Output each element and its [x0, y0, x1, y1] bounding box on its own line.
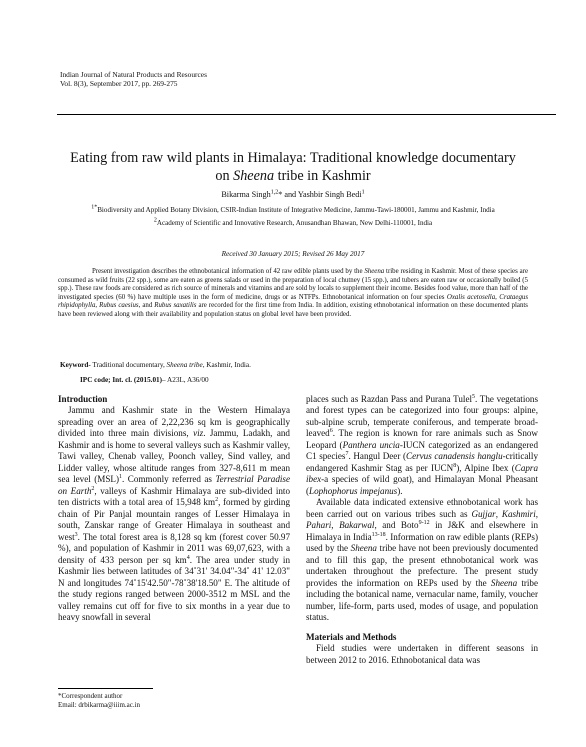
- footnote: [58, 692, 140, 710]
- journal-volume: Vol. 8(3), September 2017, pp. 269-275: [60, 79, 178, 88]
- right-column: [306, 394, 538, 666]
- journal-header: [60, 70, 207, 88]
- affiliations: $^{1*}$Biodiversity and Applied Botany Division, CSIR-Indian Institute of Integrative Medicine, Jammu-Tawi-180001, Jammu and Kashmir, India $^2$Academy of Scientific and Innovative Research, Anusandhan Bhawan, New Delhi-110001, India: [91, 204, 495, 228]
- methods-paragraph: Field studies were undertaken in different seasons in between 2012 to 2016. Ethnobotanical data was: [306, 643, 538, 665]
- ethnobotany-paragraph: Available data indicated extensive ethnobotanical work has been carried out on various tribes such as Gujjar, Kashmiri, Pahari, Bakarwal, and Boto$^{9-12}$ in J&K and elsewhere in Himalaya in India$^{13-18}$. Information on raw edible plants (REPs) used by the Sheena tribe have not been previously documented and to fill this gap, the present ethnobotanical work was undertaken throughout the prefecture. The present study provides the information on REPs used by the Sheena tribe including the botanical name, vernacular name, family, voucher number, life-form, parts used, modes of usage, and population status.: [306, 497, 539, 623]
- section-heading-introduction: Introduction: [58, 394, 108, 404]
- ipc-code: IPC code; Int. cl. (2015.01)– A23L, A36/00: [80, 376, 209, 384]
- received-dates: Received 30 January 2015; Revised 26 May 2017: [221, 250, 365, 258]
- header-rule: [57, 114, 556, 115]
- abstract: Present investigation describes the ethnobotanical information of 42 raw edible plants used by the Sheena tribe residing in Kashmir. Most of these species are consumed as wild fruits (22 spp.), some are eaten as greens salads or used in the preparation of local chutney (15 spp.), and tubers are eaten raw or occasionally boiled (5 spp.). These raw foods are considered as rich source of minerals and vitamins and are sold by locals to supplement their income. Besides food value, more than half of the investigated species (60 %) have multiple uses in the form of medicine, drugs or as NTFPs. Ethnobotanical information on four species Oxalis acetosella, Crataegus rhipidophylla, Rubus caesius, and Rubus saxatilis are recorded for the first time from India. In addition, existing ethnobotanical information on these documented plants have been reviewed along with their availability and population status on global level have been provided.: [58, 268, 529, 318]
- intro-continued-paragraph: places such as Razdan Pass and Purana Tulel$^5$. The vegetations and forest types can be categorized into four groups: alpine, sub-alpine scrub, temperate coniferous, and temperate broad-leaved$^6$. The region is known for rare animals such as Snow Leopard (Panthera uncia-IUCN categorized as an endangered C1 species$^7$. Hangul Deer (Cervus canadensis hanglu-critically endangered Kashmir Stag as per IUCN$^8$), Alpine Ibex (Capra ibex-a species of wild goat), and Himalayan Monal Pheasant (Lophophorus impejanus).: [306, 393, 538, 496]
- author-list: Bikarma Singh$^{1,2}$* and Yashbir Singh Bedi$^1$: [221, 189, 365, 199]
- section-heading-methods: Materials and Methods: [306, 631, 397, 642]
- footnote-rule: [58, 688, 153, 689]
- correspondent-label: *Correspondent author: [58, 692, 123, 700]
- left-column: [58, 394, 290, 624]
- journal-name: Indian Journal of Natural Products and Resources: [60, 70, 207, 79]
- correspondent-email: Email: drbikarma@iiim.ac.in: [58, 701, 141, 709]
- intro-paragraph: Jammu and Kashmir state in the Western Himalaya spreading over an area of 2,22,236 sq km is geographically divided into three main divisions, viz. Jammu, Ladakh, and Kashmir and is home to several valleys such as Kashmir valley, Tawi valley, Chenab valley, Poonch valley, Sind valley, and Lidder valley, whose altitude ranges from 327-8,611 m mean sea level (MSL)$^1$. Commonly referred as Terrestrial Paradise on Earth$^2$, valleys of Kashmir Himalaya are sub-divided into ten districts with a total area of 15,948 $km^2$, formed by girding chain of Pir Panjal mountain ranges of Lesser Himalaya in south, Zanskar range of Greater Himalaya in southeast and west$^3$. The total forest area is 8,128 sq km (forest cover 50.97 %), and population of Kashmir in 2011 was 69,07,623, with a density of 433 person per sq $km^4$. The area under study in Kashmir lies between latitudes of 34˚31' 34.04"-34˚ 41' 12.03" N and longitudes 74˚15'42.50"-78˚38'18.50" E. The altitude of the study regions ranged between 2000-3512 m MSL and the valley remains cut off for five to six months in a year due to heavy snowfall in several: [58, 405, 291, 623]
- keywords: Keyword- Traditional documentary, Sheena tribe, Kashmir, India.: [60, 361, 251, 369]
- paper-title: Eating from raw wild plants in Himalaya: Traditional knowledge documentary on Sheena tribe in Kashmir: [70, 150, 516, 184]
